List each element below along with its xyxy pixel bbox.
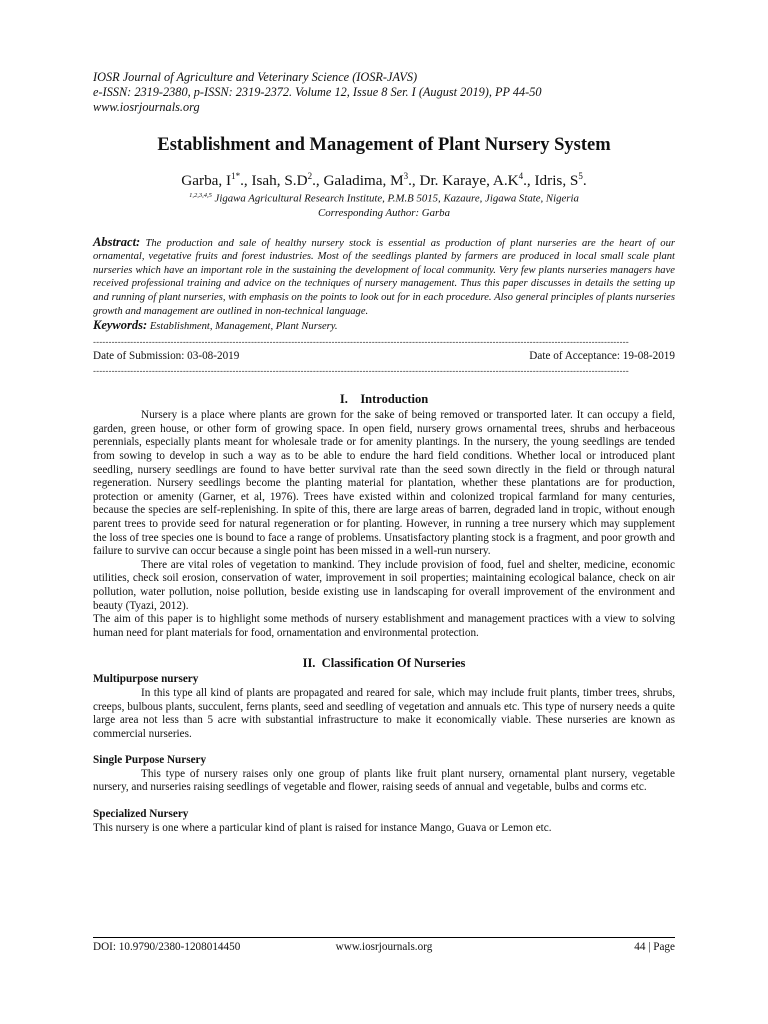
dates-row bbox=[93, 349, 675, 363]
paragraph: There are vital roles of vegetation to mankind. They include provision of food, fuel and shelter, medicine, economic utilities, check soil erosion, conservation of water, improvement in soil properties; maintaining ecological balance, check on air pollution, water pollution, noise pollution, beside existing use in landscaping for overall improvement of the environment and beauty (Tyazi, 2012). bbox=[93, 558, 675, 612]
author-list bbox=[93, 168, 675, 189]
page-footer bbox=[93, 941, 675, 953]
section-heading-introduction: I. Introduction bbox=[339, 392, 429, 407]
introduction-body bbox=[93, 409, 675, 640]
page-content bbox=[93, 70, 675, 835]
author-1: Garba, $I^{1*}$., bbox=[181, 171, 252, 190]
journal-website: www.iosrjournals.org bbox=[93, 100, 200, 114]
divider-top: ----------------------------------------------------------------------------------------------------------------------------------------------------------------------------- bbox=[93, 337, 629, 348]
paragraph: The aim of this paper is to highlight some methods of nursery establishment and management practices with a view to solving human need for plant materials for food, ornamentation and environmental protection. bbox=[93, 613, 675, 639]
paragraph: Nursery is a place where plants are grown for the sake of being removed or transported later. It can occupy a field, garden, green house, or other form of growing space. In open field, nursery grows ornamental trees, shrubs and herbaceous perennials, especially plants meant for wholesale trade or for amenity plantings. In the nursery, the young seedlings are tended from sowing to develop in such a way as to be able to endure the hard field conditions. Whether local or introduced plant seedling, nursery seedlings are found to have better survival rate than the seed sown directly in the field or through natural regeneration. Nursery seedlings become the planting material for plantation, whether these plantations are for production, protection or amenity (Garner, et al, 1976). Trees have existed within and colonized tropical farmland for many centuries, because the species are self-replenishing. In spite of this, there are large areas of barren, degraded land in tropic, without enough parent trees to provide seed for natural regeneration or for planting. However, in running a tree nursery which may supplement the loss of tree species one is bound to face a range of problems. Unsatisfactory planting stock is a fragment, and poor growth and failure to survive can occur because a single point has been missed in a well-run nursery. bbox=[93, 409, 675, 558]
affiliation: $^{1,2,3,4,5}$ Jigawa Agricultural Research Institute, P.M.B 5015, Kazaure, Jigawa State, Nigeria bbox=[189, 192, 579, 205]
subheading-specialized: Specialized Nursery bbox=[93, 808, 189, 821]
section-heading-classification: II. Classification Of Nurseries bbox=[302, 656, 466, 671]
abstract-label: Abstract: bbox=[93, 234, 141, 249]
paper-title: Establishment and Management of Plant Nursery System bbox=[157, 135, 611, 155]
keywords bbox=[93, 318, 675, 334]
journal-name: IOSR Journal of Agriculture and Veterinary Science (IOSR-JAVS) bbox=[93, 70, 418, 84]
acceptance-date: Date of Acceptance: 19-08-2019 bbox=[529, 350, 675, 363]
paragraph: This type of nursery raises only one group of plants like fruit plant nursery, ornamental plant nursery, vegetable nursery, and nurseries raising seedlings of vegetable and flower, raising seeds of annual and vegetable, bulbs and corms etc. bbox=[93, 767, 675, 794]
paragraph: In this type all kind of plants are propagated and reared for sale, which may include fruit plants, timber trees, shrubs, creeps, bulbous plants, succulent, ferns plants, seed and seedling of vegetation and annuals etc. This type of nursery needs a quite large area not less than 5 acre with substantial infrastructure to make it economically viable. These nurseries are known as commercial nurseries. bbox=[93, 686, 675, 740]
footer-divider bbox=[93, 937, 675, 938]
footer-doi: DOI: 10.9790/2380-1208014450 bbox=[93, 941, 241, 953]
author-4: Dr. Karaye, $A.K^4$., bbox=[419, 171, 535, 190]
footer-page-number: 44 | Page bbox=[634, 941, 675, 953]
author-2: Isah, $S.D^2$., bbox=[251, 171, 324, 190]
journal-header bbox=[93, 70, 675, 115]
subheading-multipurpose: Multipurpose nursery bbox=[93, 673, 199, 686]
classification-body bbox=[93, 673, 675, 835]
journal-issn: e-ISSN: 2319-2380, p-ISSN: 2319-2372. Volume 12, Issue 8 Ser. I (August 2019), PP 44-50 bbox=[93, 85, 542, 99]
divider-bottom: ----------------------------------------------------------------------------------------------------------------------------------------------------------------------------- bbox=[93, 366, 629, 377]
author-5: Idris, $S^5$. bbox=[534, 171, 587, 190]
keywords-text: Establishment, Management, Plant Nursery. bbox=[147, 321, 338, 333]
footer-website: www.iosrjournals.org bbox=[335, 941, 433, 953]
abstract-text: The production and sale of healthy nursery stock is essential as production of plant nurseries are the heart of our ornamental, vegetative fruits and forest industries. Most of the seedlings planted by farmers are produced in local small scale plant nurseries which have an important role in the sustaining the development of local community. Very few plants nurseries managers have received professional training and advice on the techniques of nursery management. Thus this paper discusses in details the setting up and running of plant nurseries, with emphasis on the points to look out for in each procedure. Also general principles of plants nurseries growth and management are outlined in non-technical language. bbox=[93, 237, 675, 317]
author-3: Galadima, $M^3$., bbox=[323, 171, 420, 190]
abstract bbox=[93, 236, 675, 319]
subheading-single-purpose: Single Purpose Nursery bbox=[93, 754, 207, 767]
keywords-label: Keywords: bbox=[93, 318, 148, 333]
corresponding-author: Corresponding Author: Garba bbox=[318, 206, 450, 219]
paragraph: This nursery is one where a particular kind of plant is raised for instance Mango, Guava or Lemon etc. bbox=[93, 821, 552, 834]
submission-date: Date of Submission: 03-08-2019 bbox=[93, 350, 240, 363]
